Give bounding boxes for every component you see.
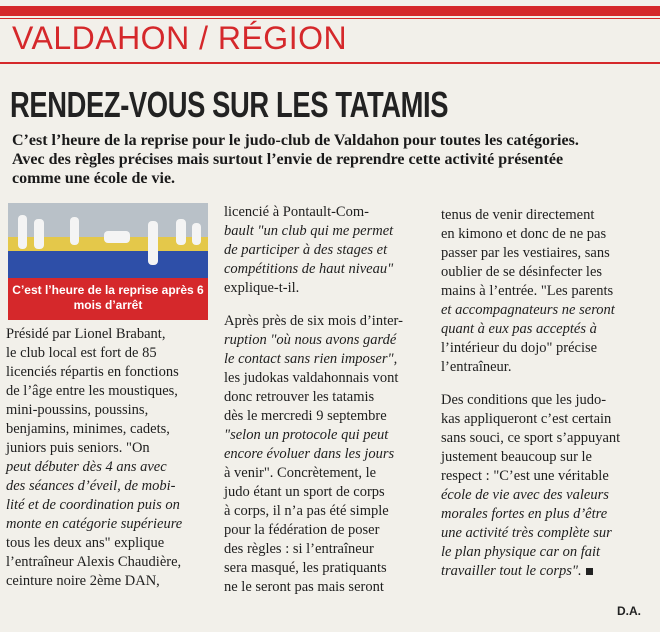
top-color-bar xyxy=(0,6,660,16)
text-line: morales fortes en plus d’être xyxy=(441,506,608,522)
text-line: encore évoluer dans les jours xyxy=(224,446,395,462)
photo-judoka xyxy=(176,219,186,245)
text-line: une activité très complète sur xyxy=(441,525,612,541)
text-line: pour la fédération de poser xyxy=(224,522,380,538)
caption-line: C’est l’heure de la reprise après 6 xyxy=(12,283,204,297)
text-line: compétitions de haut niveau" xyxy=(224,261,394,277)
text-line: licenciés répartis en fonctions xyxy=(6,364,179,380)
text-line: "selon un protocole qui peut xyxy=(224,427,389,443)
photo-judoka xyxy=(148,221,158,265)
text-line: en kimono et donc de ne pas xyxy=(441,226,607,242)
rubric-rule xyxy=(0,62,660,64)
text-line: quant à eux pas acceptés à xyxy=(441,321,597,337)
text-line: travailler tout le corps". xyxy=(441,563,582,579)
text-line: école de vie avec des valeurs xyxy=(441,487,609,503)
text-line: des règles : si l’entraîneur xyxy=(224,541,374,557)
text-line: de participer à des stages et xyxy=(224,242,388,258)
text-line: mini-poussins, poussins, xyxy=(6,402,149,418)
text-line: judo étant un sport de corps xyxy=(224,484,385,500)
text-line: l’intérieur du dojo" précise xyxy=(441,340,598,356)
column-1 xyxy=(6,325,208,591)
text-line: le plan physique car on fait xyxy=(441,544,601,560)
lead-line: comme une école de vie. xyxy=(12,170,176,187)
paragraph-gap xyxy=(224,298,420,312)
text-line: donc retrouver les tatamis xyxy=(224,389,375,405)
text-line: de l’âge entre les moustiques, xyxy=(6,383,178,399)
column-3 xyxy=(441,206,649,581)
lead-line: C’est l’heure de la reprise pour le judo-club de Valdahon pour toutes les catégories. xyxy=(12,132,579,149)
text-line: lité et de coordination puis on xyxy=(6,497,180,513)
text-line: dès le mercredi 9 septembre xyxy=(224,408,387,424)
article-headline: RENDEZ-VOUS SUR LES TATAMIS xyxy=(10,84,449,125)
text-line: à venir". Concrètement, le xyxy=(224,465,377,481)
photo-judoka xyxy=(104,231,130,243)
text-line: sans souci, ce sport s’appuyant xyxy=(441,430,621,446)
text-line: sera masqué, les pratiquants xyxy=(224,560,387,576)
text-line: ruption "où nous avons gardé xyxy=(224,332,397,348)
paragraph-gap xyxy=(441,377,649,391)
text-line: licencié à Pontault-Com- xyxy=(224,204,369,220)
text-line: le contact sans rien imposer", xyxy=(224,351,398,367)
end-of-article-mark xyxy=(586,568,593,575)
text-line: peut débuter dès 4 ans avec xyxy=(6,459,167,475)
text-line: monte en catégorie supérieure xyxy=(6,516,183,532)
text-line: oublier de se désinfecter les xyxy=(441,264,603,280)
author-signature: D.A. xyxy=(617,604,641,618)
text-line: Des conditions que les judo- xyxy=(441,392,607,408)
top-rule xyxy=(0,18,660,19)
text-line: tous les deux ans" explique xyxy=(6,535,165,551)
photo-judoka xyxy=(192,223,201,245)
text-line: juniors puis seniors. "On xyxy=(6,440,150,456)
text-line: les judokas valdahonnais vont xyxy=(224,370,399,386)
text-line: des séances d’éveil, de mobi- xyxy=(6,478,176,494)
text-line: Après près de six mois d’inter- xyxy=(224,313,403,329)
caption-line: mois d’arrêt xyxy=(73,298,143,312)
text-line: tenus de venir directement xyxy=(441,207,595,223)
text-line: explique-t-il. xyxy=(224,280,300,296)
text-line: ceinture noire 2ème DAN, xyxy=(6,573,160,589)
text-line: justement beaucoup sur le xyxy=(441,449,592,465)
text-line: bault "un club qui me permet xyxy=(224,223,394,239)
text-line: Présidé par Lionel Brabant, xyxy=(6,326,166,342)
lead-line: Avec des règles précises mais surtout l’envie de reprendre cette activité présentée xyxy=(12,151,564,168)
text-line: respect : "C’est une véritable xyxy=(441,468,609,484)
text-line: benjamins, minimes, cadets, xyxy=(6,421,170,437)
photo-judoka xyxy=(18,215,27,249)
text-line-last xyxy=(441,562,649,581)
text-line: l’entraîneur. xyxy=(441,359,512,375)
text-line: mains à l’entrée. "Les parents xyxy=(441,283,614,299)
article-lead xyxy=(12,131,652,188)
judo-dojo-photo xyxy=(8,203,208,278)
photo-judoka xyxy=(70,217,79,245)
text-line: l’entraîneur Alexis Chaudière, xyxy=(6,554,182,570)
text-line: ne le seront pas mais seront xyxy=(224,579,384,595)
text-line: passer par les vestiaires, sans xyxy=(441,245,610,261)
column-2 xyxy=(224,203,420,597)
section-rubric: VALDAHON / RÉGION xyxy=(12,20,348,56)
photo-mat-blue xyxy=(8,251,208,278)
photo-caption xyxy=(8,278,208,320)
text-line: et accompagnateurs ne seront xyxy=(441,302,615,318)
text-line: à corps, il n’a pas été simple xyxy=(224,503,389,519)
photo-judoka xyxy=(34,219,44,249)
text-line: kas appliqueront c’est certain xyxy=(441,411,612,427)
text-line: le club local est fort de 85 xyxy=(6,345,157,361)
